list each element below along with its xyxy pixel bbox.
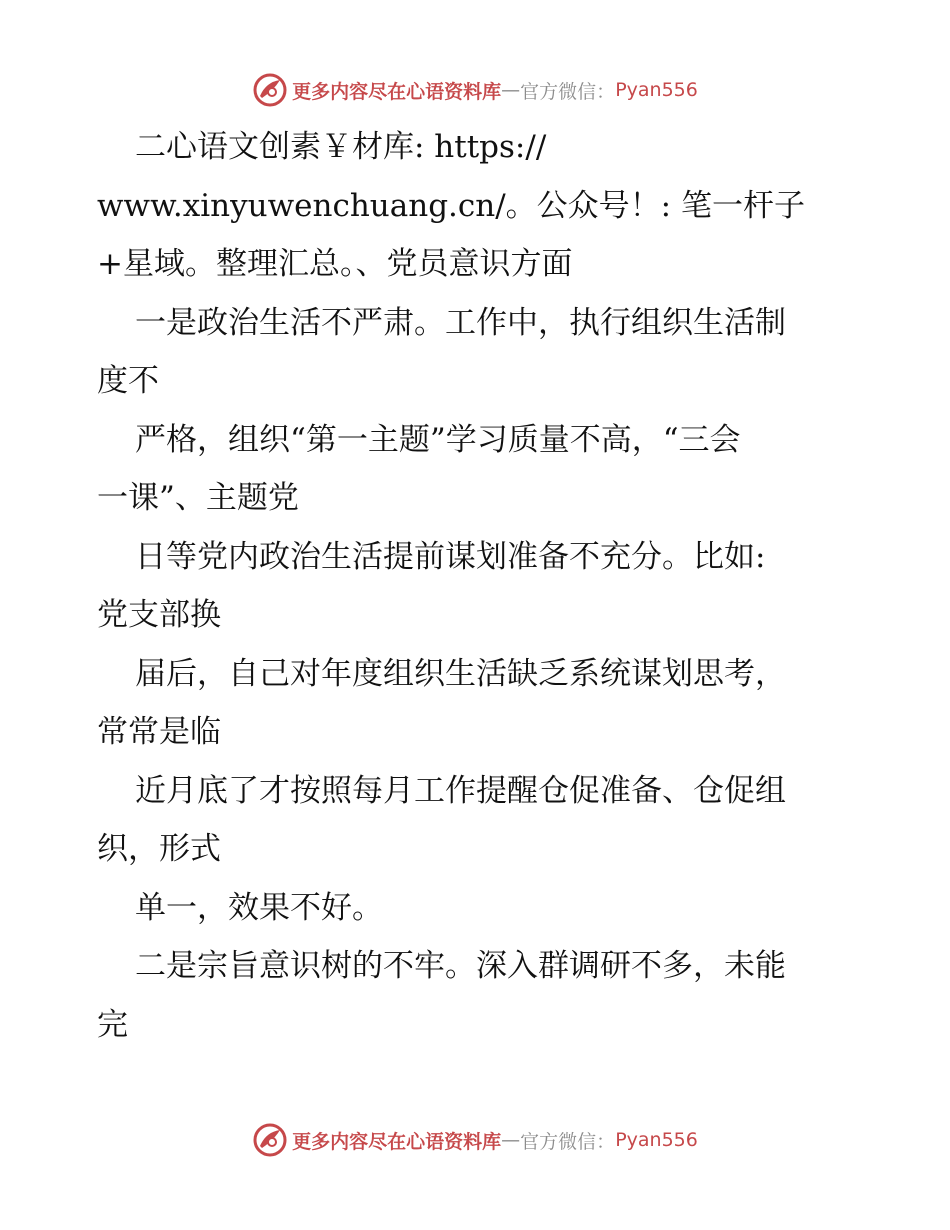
watermark-wechat-id: Pyan556 (615, 79, 698, 101)
text-line: 严格，组织“第一主题”学习质量不高，“三会 (135, 421, 741, 458)
watermark-brand-text: 更多内容尽在心语资料库 (292, 80, 502, 103)
text-line: 度不 (97, 363, 159, 399)
brand-logo-icon (252, 1122, 288, 1158)
watermark-footer (0, 1122, 950, 1158)
text-line: 届后，自己对年度组织生活缺乏系统谋划思考， (135, 655, 786, 692)
text-line: 二心语文创素￥材库: https:// (135, 129, 547, 165)
text-line: 一课”、主题党 (97, 480, 299, 516)
text-line: 日等党内政治生活提前谋划准备不充分。比如: (135, 538, 766, 575)
text-line: 近月底了才按照每月工作提醒仓促准备、仓促组 (135, 772, 786, 809)
watermark-separator: — (501, 1129, 521, 1151)
watermark-wechat-id: Pyan556 (615, 1129, 698, 1151)
text-line: 单一，效果不好。 (135, 889, 383, 926)
text-line: 党支部换 (97, 597, 221, 633)
watermark-official-label: 官方微信： (520, 80, 616, 103)
watermark-brand-text: 更多内容尽在心语资料库 (292, 1130, 502, 1153)
text-line: 完 (97, 1006, 128, 1043)
text-line: 织，形式 (97, 831, 221, 867)
brand-logo-icon (252, 72, 288, 108)
watermark-official-label: 官方微信： (520, 1130, 616, 1153)
watermark-header (0, 72, 950, 108)
text-line: +星域。整理汇总。、党员意识方面 (97, 246, 573, 282)
text-line: 一是政治生活不严肃。工作中，执行组织生活制 (135, 304, 786, 341)
text-line: 常常是临 (97, 714, 221, 750)
watermark-separator: — (501, 79, 521, 101)
document-body (97, 118, 857, 1054)
text-line: www.xinyuwenchuang.cn/。公众号！: 笔一杆子 (97, 187, 805, 224)
text-line: 二是宗旨意识树的不牢。深入群调研不多，未能 (135, 948, 786, 984)
